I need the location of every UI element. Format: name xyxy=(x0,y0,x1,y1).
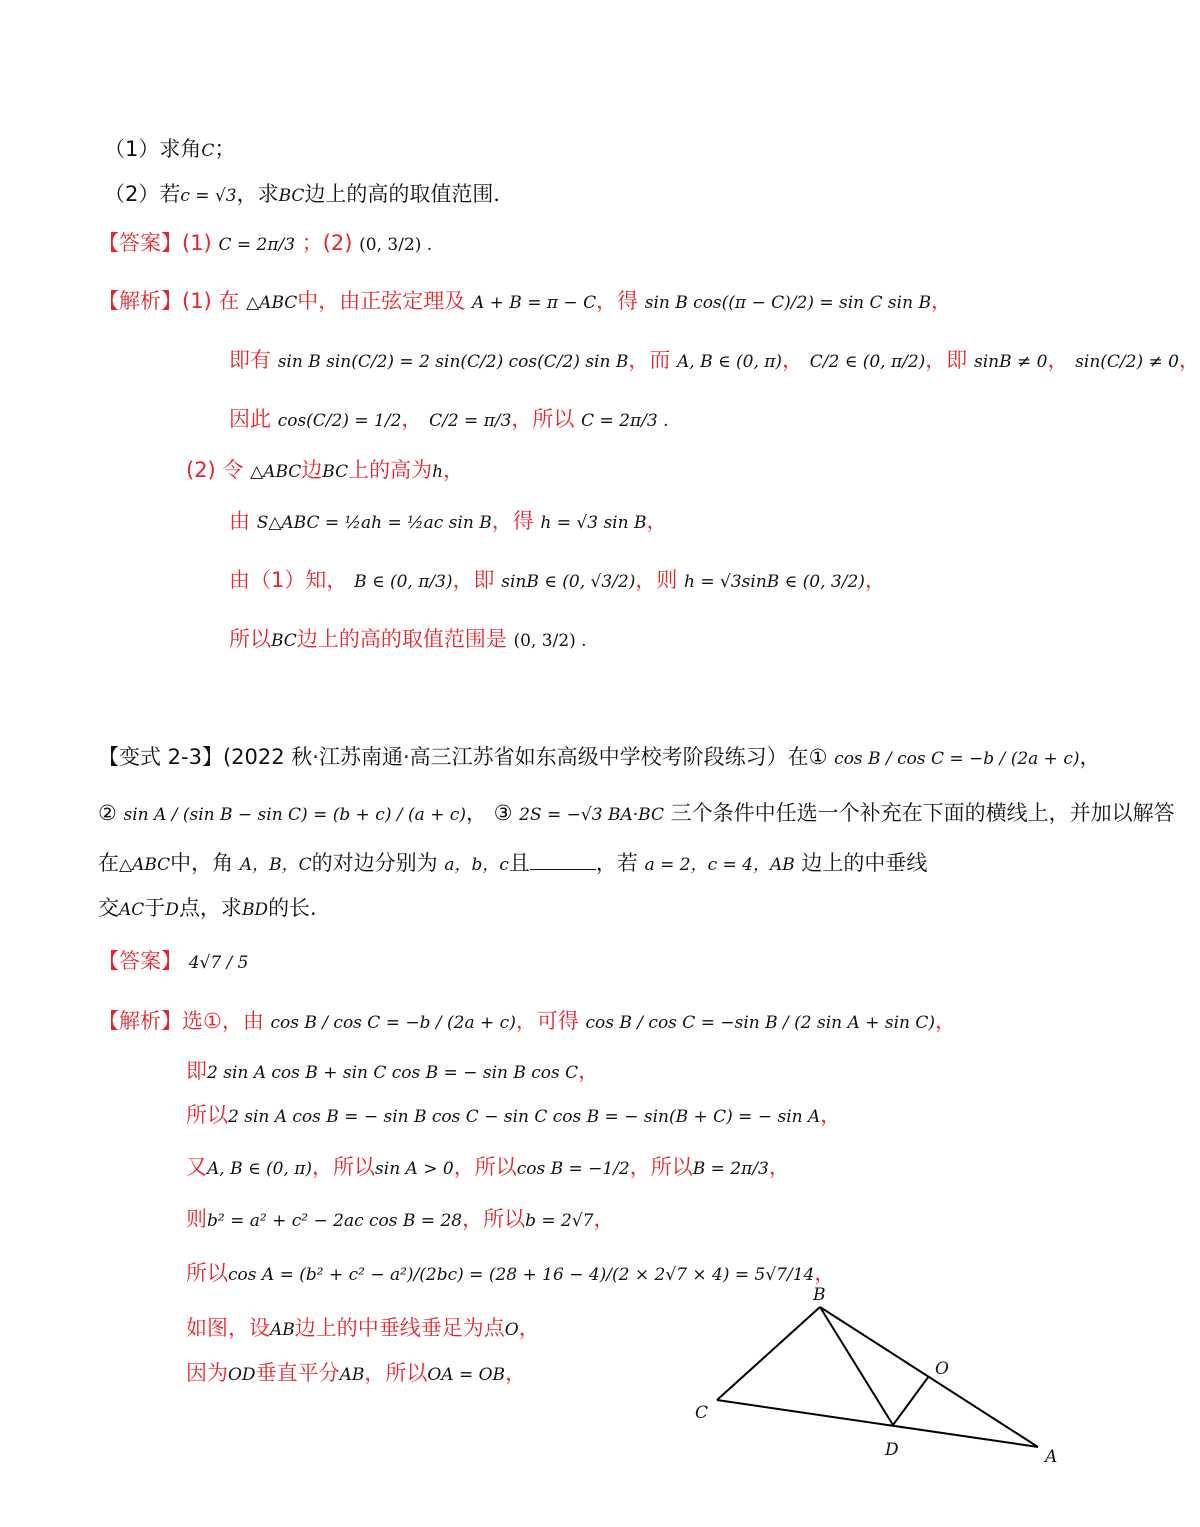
label-A: A xyxy=(1045,1447,1058,1467)
segment-BA xyxy=(820,1307,1038,1447)
variant-solution-line-2: 即2 sin A cos B + sin C cos B = − sin B cos C， xyxy=(186,1059,600,1083)
variant-answer-line: 【答案】 4√7 / 5 xyxy=(98,949,249,973)
segment-DO xyxy=(893,1376,929,1425)
segment-BD xyxy=(820,1307,893,1425)
label-O: O xyxy=(935,1359,949,1379)
variant-solution-line-5: 则b² = a² + c² − 2ac cos B = 28，所以b = 2√7， xyxy=(186,1207,615,1231)
solution-line-3: 因此 cos(C/2) = 1/2， C/2 = π/3，所以 C = 2π/3 . xyxy=(229,407,669,431)
solution-line-5: 由 S△ABC = ½ah = ½ac sin B，得 h = √3 sin B， xyxy=(229,509,668,533)
variant-solution-line-1: 【解析】选①，由 cos B / cos C = −b / (2a + c)，可得 cos B / cos C = −sin B / (2 sin A + sin C)， xyxy=(98,1009,957,1033)
label-D: D xyxy=(885,1440,899,1460)
answer-line: 【答案】(1) C = 2π/3 ；(2) (0, 3/2) . xyxy=(98,231,433,255)
solution-line-4: (2) 令 △ABC边BC上的高为h， xyxy=(186,458,465,482)
variant-solution-line-6: 所以cos A = (b² + c² − a²)/(2bc) = (28 + 16 − 4)/(2 × 2√7 × 4) = 5√7/14， xyxy=(186,1261,836,1285)
solution-line-2: 即有 sin B sin(C/2) = 2 sin(C/2) cos(C/2) sin B，而 A, B ∈ (0, π)， C/2 ∈ (0, π/2)，即 sinB ≠ 0， sin(C/2) ≠ 0， xyxy=(229,348,1200,372)
question-2: （2）若c = √3，求BC边上的高的取值范围． xyxy=(104,182,515,206)
label-B: B xyxy=(813,1285,826,1305)
variant-question-line: 交AC于D点，求BD的长. xyxy=(98,896,317,920)
variant-title-line: 【变式 2-3】(2022 秋·江苏南通·高三江苏省如东高级中学校考阶段练习）在① cos B / cos C = −b / (2a + c)， xyxy=(98,745,1101,769)
variant-solution-line-7: 如图，设AB边上的中垂线垂足为点O， xyxy=(186,1316,540,1340)
segment-CA xyxy=(717,1400,1038,1447)
question-1: （1）求角C； xyxy=(104,137,236,161)
variant-prompt-line: 在△ABC中，角 A，B，C的对边分别为 a，b，c且 ，若 a = 2，c = 4，AB 边上的中垂线 xyxy=(98,851,928,875)
answer-blank[interactable] xyxy=(530,849,596,870)
variant-solution-line-3: 所以2 sin A cos B = − sin B cos C − sin C cos B = − sin(B + C) = − sin A， xyxy=(186,1103,842,1127)
solution-line-7: 所以BC边上的高的取值范围是 (0, 3/2) . xyxy=(229,627,587,651)
variant-solution-line-4: 又A, B ∈ (0, π)，所以sin A > 0，所以cos B = −1/2，所以B = 2π/3， xyxy=(186,1155,790,1179)
variant-solution-line-8: 因为OD垂直平分AB，所以OA = OB， xyxy=(186,1361,527,1385)
segment-CB xyxy=(717,1307,820,1400)
variant-conditions-line: ② sin A / (sin B − sin C) = (b + c) / (a + c)， ③ 2S = −√3 BA·BC 三个条件中任选一个补充在下面的横线上，并加以解答 xyxy=(98,801,1175,825)
solution-line-6: 由（1）知， B ∈ (0, π/3)，即 sinB ∈ (0, √3/2)，则 h = √3sinB ∈ (0, 3/2)， xyxy=(229,568,886,592)
solution-line-1: 【解析】(1) 在 △ABC中，由正弦定理及 A + B = π − C，得 sin B cos((π − C)/2) = sin C sin B， xyxy=(98,289,952,313)
label-C: C xyxy=(695,1403,709,1423)
